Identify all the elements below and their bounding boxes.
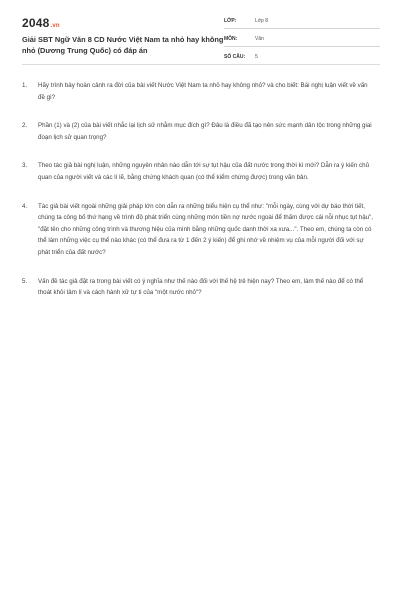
question-number: 1. xyxy=(22,82,28,89)
meta-label: LỚP: xyxy=(224,18,237,24)
logo-text: 2048 xyxy=(22,16,50,30)
header-divider xyxy=(22,64,380,65)
meta-value: Văn xyxy=(255,36,264,42)
meta-row-question-count xyxy=(224,50,380,65)
question-number: 5. xyxy=(22,277,28,285)
meta-row-class xyxy=(224,14,380,29)
meta-value: Lớp 8 xyxy=(255,18,269,24)
question-number: 2. xyxy=(22,122,28,130)
question-number: 4. xyxy=(22,202,28,210)
question-text: Tác giả bài viết ngoài những giải pháp lớn còn dẫn ra những biểu hiện cụ thể như: "mỗi ngày, cùng với dự báo thời tiết, chúng ta công bố thứ hạng về trình độ phát triển cùng những món tiền nợ nước ngoài để thấm được cái nỗi nhục tụt hậu", "đặt tên cho những công trình và thương hiệu của mình bằng những quốc danh thời xa xưa...". Theo em, chúng ta còn có thể làm những việc cụ thể nào khác (có thể đưa ra từ 1 đến 2 ý kiến) để ghi nhớ về nhiệm vụ của mỗi người đối với sự phát triển của đất nước? xyxy=(38,202,374,256)
meta-label: MÔN: xyxy=(224,36,238,42)
question-text: Phần (1) và (2) của bài viết nhắc lại lịch sử nhằm mục đích gì? Đâu là điều đã tạo nên sức mạnh dân tộc trong những giai đoạn lịch sử quan trọng? xyxy=(38,122,372,141)
meta-row-subject xyxy=(224,32,380,47)
site-logo[interactable] xyxy=(22,16,60,30)
meta-label: SỐ CÂU: xyxy=(224,54,246,60)
question-item xyxy=(22,160,380,183)
question-text: Theo tác giả bài nghị luận, những nguyên nhân nào dẫn tới sự tụt hậu của đất nước trong thời kì mới? Dẫn ra ý kiến chủ quan của người viết và các lí lẽ, bằng chứng khách quan (có thể kiểm chứng được) trong văn bản. xyxy=(38,162,370,181)
logo-tld: .vn xyxy=(50,23,60,29)
page-title: Giải SBT Ngữ Văn 8 CD Nước Việt Nam ta nhỏ hay không nhỏ (Dương Trung Quốc) có đáp án xyxy=(22,35,224,55)
question-item xyxy=(22,201,380,259)
question-item xyxy=(22,80,380,103)
question-list xyxy=(22,80,380,299)
meta-value: 5 xyxy=(255,54,258,60)
question-text: Hãy trình bày hoàn cảnh ra đời của bài viết Nước Việt Nam ta nhỏ hay không nhỏ? và cho biết: Bài nghị luận viết về vấn đề gì? xyxy=(38,82,368,101)
meta-info-panel xyxy=(224,14,380,65)
question-number: 3. xyxy=(22,162,28,170)
question-item xyxy=(22,120,380,143)
question-item xyxy=(22,276,380,299)
question-text: Vấn đề tác giả đặt ra trong bài viết có ý nghĩa như thế nào đối với thế hệ trẻ hiện nay? Theo em, làm thế nào để có thể thoát khỏi tâm lí và cách hành xử tự ti của "một nước nhỏ"? xyxy=(38,277,364,297)
